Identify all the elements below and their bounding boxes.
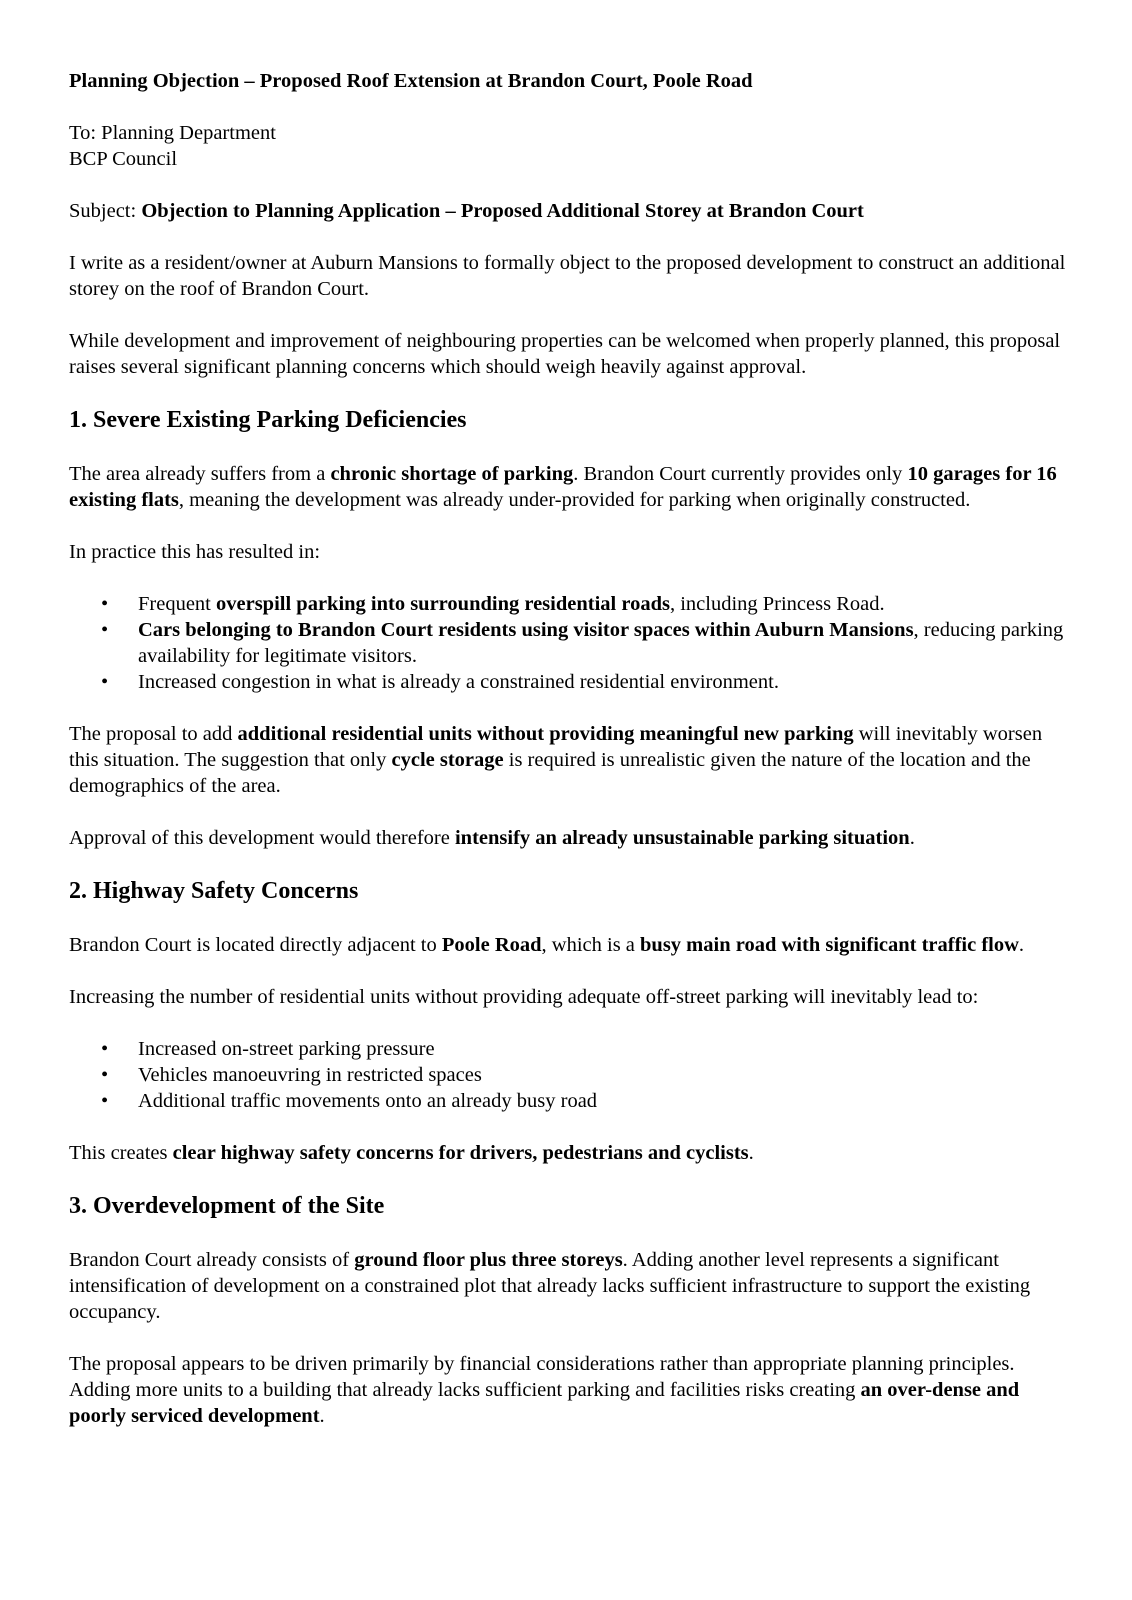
list-item: • Additional traffic movements onto an already busy road xyxy=(69,1088,1069,1114)
text-run: Brandon Court is located directly adjacent to xyxy=(69,934,442,956)
text-run: The proposal appears to be driven primarily by financial considerations rather than appropriate planning principles. Adding more units to a building that already lacks sufficient parking and facilities risks creating xyxy=(69,1353,1015,1401)
section-3-paragraph-2 xyxy=(69,1351,1069,1429)
text-run: Frequent xyxy=(138,593,216,615)
council-name: BCP Council xyxy=(69,148,178,170)
text-run: . Brandon Court currently provides only xyxy=(573,463,908,485)
section-1-paragraph-2: In practice this has resulted in: xyxy=(69,541,321,563)
subject-text: Objection to Planning Application – Proposed Additional Storey at Brandon Court xyxy=(141,200,864,222)
intro-paragraph: I write as a resident/owner at Auburn Mansions to formally object to the proposed development to construct an additional storey on the roof of Brandon Court. xyxy=(69,252,1066,300)
text-run: This creates xyxy=(69,1142,173,1164)
text-run: , which is a xyxy=(541,934,641,956)
bold-run: chronic shortage of parking xyxy=(330,463,574,485)
section-1-paragraph-1 xyxy=(69,461,1069,513)
text-run: . Adding another level represents a significant intensification of development on a constrained plot that already lacks sufficient infrastructure to support the existing occupancy. xyxy=(69,1249,1031,1323)
text-run: . xyxy=(909,827,915,849)
list-item: • Increased on-street parking pressure xyxy=(69,1036,1069,1062)
subject-label: Subject: xyxy=(69,200,142,222)
bold-run: 10 garages for 16 existing flats xyxy=(69,463,1057,511)
bold-run: an over-dense and poorly serviced development xyxy=(69,1379,1020,1427)
bold-run: intensify an already unsustainable parking situation xyxy=(454,827,910,849)
bold-run: overspill parking into surrounding residential roads xyxy=(216,593,670,615)
text-run: . xyxy=(319,1405,325,1427)
document-title: Planning Objection – Proposed Roof Extension at Brandon Court, Poole Road xyxy=(69,70,753,92)
list-item xyxy=(69,591,1069,617)
subject-line xyxy=(69,198,1069,224)
bold-run: clear highway safety concerns for drivers, pedestrians and cyclists xyxy=(172,1142,749,1164)
section-2-paragraph-1 xyxy=(69,932,1069,958)
bold-run: cycle storage xyxy=(391,749,504,771)
text-run: . xyxy=(1018,934,1025,956)
text-run: , reducing parking availability for legitimate visitors. xyxy=(138,619,1064,667)
text-run: will inevitably worsen this situation. The suggestion that only xyxy=(69,723,1043,771)
list-item: • Vehicles manoeuvring in restricted spaces xyxy=(69,1062,1069,1088)
section-1-heading: 1. Severe Existing Parking Deficiencies xyxy=(69,407,467,433)
bold-run: Poole Road xyxy=(441,934,542,956)
section-2-paragraph-3 xyxy=(69,1140,1069,1166)
text-run: The proposal to add xyxy=(69,723,238,745)
bold-run: Cars belonging to Brandon Court residents using visitor spaces within Auburn Mansions xyxy=(138,619,914,641)
to-line: To: Planning Department xyxy=(69,122,276,144)
list-item: • Increased congestion in what is already a constrained residential environment. xyxy=(69,669,1069,695)
text-run: . xyxy=(748,1142,754,1164)
section-1-paragraph-4 xyxy=(69,825,1069,851)
text-run: is required is unrealistic given the nature of the location and the demographics of the area. xyxy=(69,749,1031,797)
section-2-bullet-list xyxy=(69,1036,1069,1114)
text-run: Brandon Court already consists of xyxy=(69,1249,355,1271)
section-2-paragraph-2: Increasing the number of residential units without providing adequate off-street parking will inevitably lead to: xyxy=(69,986,979,1008)
intro-paragraph-2: While development and improvement of neighbouring properties can be welcomed when properly planned, this proposal raises several significant planning concerns which should weigh heavily against approval. xyxy=(69,330,1061,378)
text-run: , including Princess Road. xyxy=(669,593,885,615)
text-run: The area already suffers from a xyxy=(69,463,331,485)
section-1-bullet-list xyxy=(69,591,1069,695)
recipient-block xyxy=(69,120,1069,172)
section-2-heading: 2. Highway Safety Concerns xyxy=(69,878,359,904)
bold-run: busy main road with significant traffic flow xyxy=(640,934,1019,956)
bold-run: additional residential units without providing meaningful new parking xyxy=(237,723,854,745)
section-3-heading: 3. Overdevelopment of the Site xyxy=(69,1193,385,1219)
text-run: , meaning the development was already under-provided for parking when originally constructed. xyxy=(178,489,971,511)
bold-run: ground floor plus three storeys xyxy=(354,1249,623,1271)
text-run: Approval of this development would therefore xyxy=(69,827,455,849)
section-3-paragraph-1 xyxy=(69,1247,1069,1325)
list-item xyxy=(69,617,1069,669)
document-body xyxy=(69,68,1069,1455)
section-1-paragraph-3 xyxy=(69,721,1069,799)
